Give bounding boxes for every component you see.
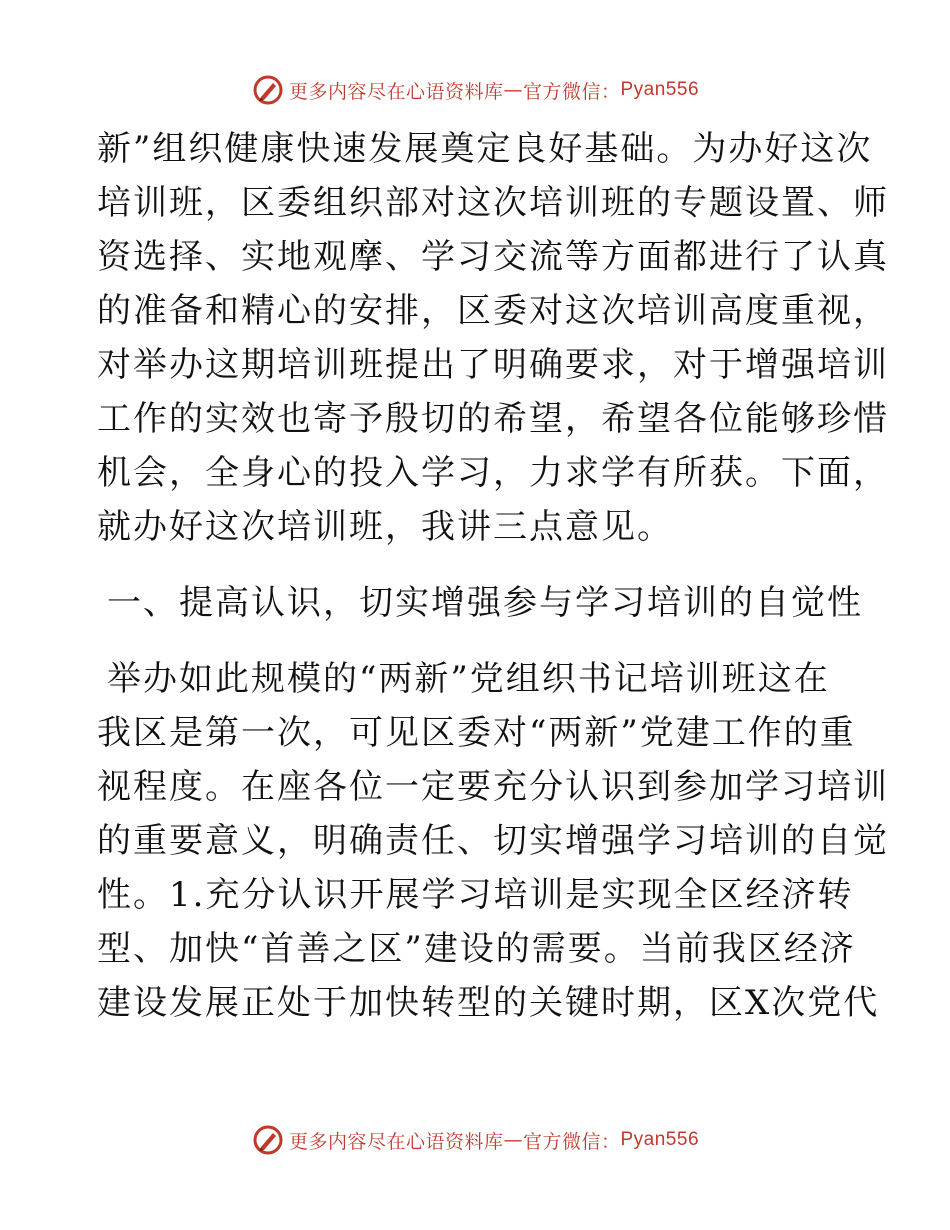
document-body [97, 122, 889, 1030]
text-line: 型、加快“首善之区”建设的需要。当前我区经济 [97, 929, 856, 969]
watermark-wechat-id: Pyan556 [620, 1129, 700, 1150]
text-line: 工作的实效也寄予殷切的希望，希望各位能够珍惜 [97, 399, 889, 439]
watermark-wechat-id: Pyan556 [620, 79, 700, 100]
text-line: 机会，全身心的投入学习，力求学有所获。下面， [97, 453, 889, 493]
pen-logo-icon [251, 73, 285, 107]
text-line: 对举办这期培训班提出了明确要求，对于增强培训 [97, 345, 889, 385]
text-line: 视程度。在座各位一定要充分认识到参加学习培训 [97, 767, 889, 807]
watermark-footer [0, 1120, 950, 1160]
paragraph-1 [97, 122, 889, 554]
text-line: 的准备和精心的安排，区委对这次培训高度重视， [97, 291, 889, 331]
text-line: 我区是第一次，可见区委对“两新”党建工作的重 [97, 713, 856, 753]
text-line: 举办如此规模的“两新”党组织书记培训班这在 [107, 659, 830, 699]
watermark-text: 更多内容尽在心语资料库 [288, 80, 504, 103]
text-line: 资选择、实地观摩、学习交流等方面都进行了认真 [97, 237, 889, 277]
watermark-separator: — [503, 1129, 523, 1151]
text-line: 培训班，区委组织部对这次培训班的专题设置、师 [97, 183, 889, 223]
paragraph-2 [97, 652, 889, 1030]
text-line: 性。1.充分认识开展学习培训是实现全区经济转 [97, 875, 854, 915]
watermark-wechat-label: 官方微信： [522, 80, 621, 103]
section-heading: 一、提高认识，切实增强参与学习培训的自觉性 [107, 583, 863, 623]
text-line: 新”组织健康快速发展奠定良好基础。为办好这次 [97, 129, 873, 169]
watermark-header [0, 70, 950, 110]
pen-logo-icon [251, 1123, 285, 1157]
text-line: 就办好这次培训班，我讲三点意见。 [97, 507, 673, 547]
watermark-wechat-label: 官方微信： [522, 1130, 621, 1153]
watermark-separator: — [503, 79, 523, 101]
text-line: 的重要意义，明确责任、切实增强学习培训的自觉 [97, 821, 889, 861]
text-line: 建设发展正处于加快转型的关键时期，区X次党代 [97, 983, 880, 1023]
watermark-text: 更多内容尽在心语资料库 [288, 1130, 504, 1153]
